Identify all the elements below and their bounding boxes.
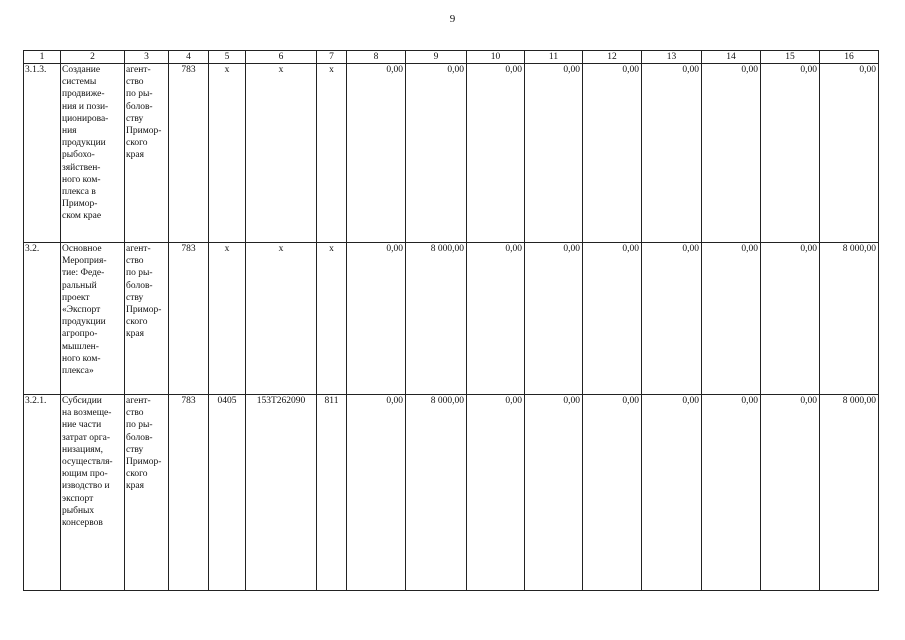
row-executor-line: агент-	[126, 244, 151, 254]
cell-col15: 0,00	[761, 395, 820, 591]
row-name-line: ния	[62, 126, 77, 137]
column-header: 9	[406, 51, 467, 64]
row-name-line: рыбохо-	[62, 150, 95, 161]
row-executor-line: ству	[126, 292, 144, 303]
cell-col4: 783	[169, 64, 209, 243]
cell-col6: 153T262090	[246, 395, 317, 591]
cell-col7: x	[317, 243, 347, 395]
cell-col5: x	[209, 243, 246, 395]
row-executor-line: по ры-	[126, 89, 153, 100]
row-executor-line: края	[126, 150, 144, 161]
header-row	[24, 51, 879, 64]
row-executor-line: ского	[126, 138, 148, 149]
row-name-line: тие: Феде-	[62, 268, 105, 279]
table-row	[24, 243, 879, 395]
row-name-line: ния и пози-	[62, 101, 109, 112]
cell-col6: x	[246, 64, 317, 243]
column-header: 1	[24, 51, 61, 64]
row-executor	[125, 395, 169, 591]
column-header: 3	[125, 51, 169, 64]
cell-col15: 0,00	[761, 64, 820, 243]
row-name-line: «Экспорт	[62, 305, 101, 316]
row-executor-line: Примор-	[126, 457, 162, 468]
cell-col11: 0,00	[525, 64, 583, 243]
row-name-line: Основное	[62, 244, 102, 254]
row-name-line: ного ком-	[62, 174, 101, 185]
row-name-line: продукции	[62, 138, 106, 149]
cell-col5: x	[209, 64, 246, 243]
cell-col16: 8 000,00	[820, 243, 879, 395]
row-name-line: системы	[62, 77, 97, 88]
row-executor-line: ству	[126, 444, 144, 455]
row-executor	[125, 64, 169, 243]
row-executor-line: агент-	[126, 65, 151, 75]
row-name-line: ском крае	[62, 211, 102, 222]
row-executor-line: ского	[126, 469, 148, 480]
row-executor-line: болов-	[126, 432, 153, 443]
column-header: 5	[209, 51, 246, 64]
column-header: 6	[246, 51, 317, 64]
row-name-line: низациям,	[62, 444, 104, 455]
row-name-line: зяйствен-	[62, 162, 101, 173]
row-name-line: Примор-	[62, 199, 98, 210]
row-name-line: ного ком-	[62, 353, 101, 364]
row-name-line: на возмеще-	[62, 408, 112, 419]
budget-table	[23, 50, 879, 591]
row-name-line: ционирова-	[62, 113, 109, 124]
row-name	[61, 395, 125, 591]
row-name-line: плекса»	[62, 366, 94, 377]
cell-col12: 0,00	[583, 395, 642, 591]
row-name-line: Мероприя-	[62, 256, 107, 267]
table-row	[24, 395, 879, 591]
cell-col10: 0,00	[467, 243, 525, 395]
cell-col8: 0,00	[347, 243, 406, 395]
row-executor-line: Примор-	[126, 305, 162, 316]
cell-col5: 0405	[209, 395, 246, 591]
row-name	[61, 64, 125, 243]
cell-col14: 0,00	[702, 64, 761, 243]
column-header: 15	[761, 51, 820, 64]
cell-col7: x	[317, 64, 347, 243]
row-name-line: экспорт	[62, 493, 94, 504]
row-executor-line: Примор-	[126, 126, 162, 137]
row-name-line: консервов	[62, 518, 103, 529]
row-executor-line: ского	[126, 317, 148, 328]
cell-col11: 0,00	[525, 243, 583, 395]
column-header: 13	[642, 51, 702, 64]
cell-col8: 0,00	[347, 395, 406, 591]
row-executor-line: края	[126, 329, 144, 340]
row-name-line: ние части	[62, 420, 102, 431]
cell-col15: 0,00	[761, 243, 820, 395]
row-name-line: продвиже-	[62, 89, 105, 100]
row-name-line: мышлен-	[62, 341, 99, 352]
row-executor	[125, 243, 169, 395]
row-executor-line: края	[126, 481, 144, 492]
cell-col9: 8 000,00	[406, 243, 467, 395]
row-code: 3.1.3.	[24, 64, 61, 243]
row-code: 3.2.1.	[24, 395, 61, 591]
cell-col14: 0,00	[702, 243, 761, 395]
cell-col13: 0,00	[642, 395, 702, 591]
row-name-line: ральный	[62, 280, 97, 291]
page-number: 9	[449, 13, 456, 25]
cell-col16: 0,00	[820, 64, 879, 243]
column-header: 14	[702, 51, 761, 64]
cell-col10: 0,00	[467, 64, 525, 243]
cell-col14: 0,00	[702, 395, 761, 591]
row-name-line: плекса в	[62, 187, 96, 198]
row-executor-line: по ры-	[126, 268, 153, 279]
cell-col7: 811	[317, 395, 347, 591]
cell-col13: 0,00	[642, 243, 702, 395]
column-header: 11	[525, 51, 583, 64]
row-name-line: затрат орга-	[62, 432, 111, 443]
cell-col13: 0,00	[642, 64, 702, 243]
row-name-line: Субсидии	[62, 396, 102, 406]
column-header: 8	[347, 51, 406, 64]
row-name-line: Создание	[62, 65, 101, 75]
cell-col16: 8 000,00	[820, 395, 879, 591]
cell-col9: 8 000,00	[406, 395, 467, 591]
row-code: 3.2.	[24, 243, 61, 395]
cell-col12: 0,00	[583, 243, 642, 395]
row-executor-line: по ры-	[126, 420, 153, 431]
row-executor-line: болов-	[126, 101, 153, 112]
cell-col4: 783	[169, 243, 209, 395]
row-name-line: изводство и	[62, 481, 110, 492]
column-header: 16	[820, 51, 879, 64]
column-header: 2	[61, 51, 125, 64]
row-executor-line: ство	[126, 256, 144, 267]
row-name-line: агропро-	[62, 329, 98, 340]
column-header: 10	[467, 51, 525, 64]
column-header: 7	[317, 51, 347, 64]
row-executor-line: агент-	[126, 396, 151, 406]
row-executor-line: болов-	[126, 280, 153, 291]
row-name	[61, 243, 125, 395]
cell-col4: 783	[169, 395, 209, 591]
table-row	[24, 64, 879, 243]
cell-col8: 0,00	[347, 64, 406, 243]
cell-col10: 0,00	[467, 395, 525, 591]
column-header: 4	[169, 51, 209, 64]
row-executor-line: ство	[126, 77, 144, 88]
cell-col6: x	[246, 243, 317, 395]
row-executor-line: ству	[126, 113, 144, 124]
row-name-line: ющим про-	[62, 469, 108, 480]
row-name-line: рыбных	[62, 505, 95, 516]
row-name-line: осуществля-	[62, 457, 113, 468]
row-name-line: проект	[62, 292, 90, 303]
cell-col11: 0,00	[525, 395, 583, 591]
row-name-line: продукции	[62, 317, 106, 328]
cell-col9: 0,00	[406, 64, 467, 243]
column-header: 12	[583, 51, 642, 64]
row-executor-line: ство	[126, 408, 144, 419]
cell-col12: 0,00	[583, 64, 642, 243]
